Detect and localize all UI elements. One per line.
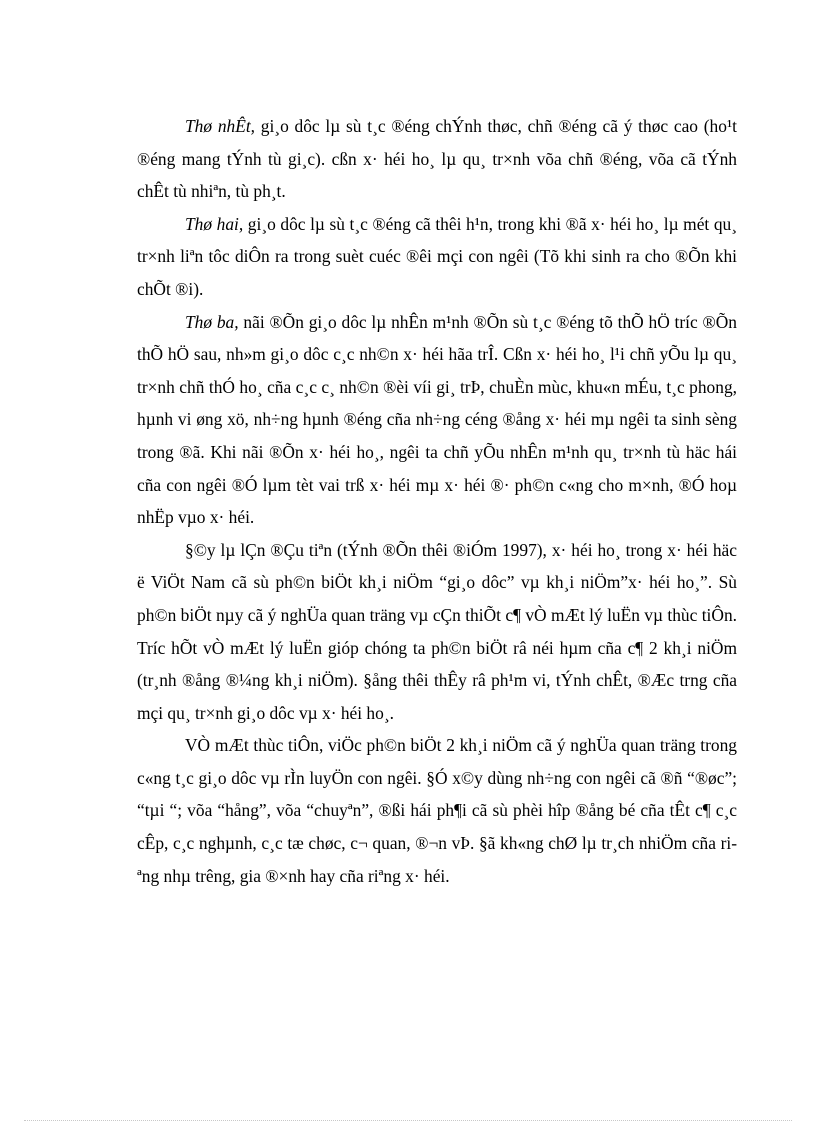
paragraph-5-text: VÒ mÆt thùc tiÔn, viÖc ph©n biÖt 2 kh¸i niÖm cã ý nghÜa quan träng trong c«ng t¸c gi¸o dôc vµ rÌn luyÖn con ngêi. §Ó x©y dùng nh÷ng con ngêi cã ®ñ “®øc”; “tµi “; võa “hång”, võa “chuyªn”, ®ßi hái ph¶i cã sù phèi hîp ®ång bé cña tÊt c¶ c¸c cÊp, c¸c nghµnh, c¸c tæ chøc, c¬ quan, ®¬n vÞ. §ã kh«ng chØ lµ tr¸ch nhiÖm cña riªng nhµ trêng, gia ®×nh hay cña riªng x· héi. <box>137 735 737 886</box>
paragraph-3-text: nãi ®Õn gi¸o dôc lµ nhÊn m¹nh ®Õn sù t¸c ®éng tõ thÕ hÖ tríc ®Õn thÕ hÖ sau, nh»m gi¸o dôc c¸c nh©n x· héi hãa trÎ. Cßn x· héi ho¸ l¹i chñ yÕu lµ qu¸ tr×nh chñ thÓ ho¸ cña c¸c c¸ nh©n ®èi víi gi¸ trÞ, chuÈn mùc, khu«n mÉu, t¸c phong, hµnh vi øng xö, nh÷ng hµnh ®éng cña nh÷ng céng ®ång x· héi mµ ngêi ta sinh sèng trong ®ã. Khi nãi ®Õn x· héi ho¸, ngêi ta chñ yÕu nhÊn m¹nh qu¸ tr×nh tù häc hái cña con ngêi ®Ó lµm tèt vai trß x· héi mµ x· héi ®· ph©n c«ng cho m×nh, ®Ó hoµ nhËp vµo x· héi. <box>137 311 737 528</box>
paragraph-4-text: §©y lµ lÇn ®Çu tiªn (tÝnh ®Õn thêi ®iÓm 1997), x· héi ho¸ trong x· héi häc ë ViÖt Nam cã sù ph©n biÖt kh¸i niÖm “gi¸o dôc” vµ kh¸i niÖm”x· héi ho¸”. Sù ph©n biÖt nµy cã ý nghÜa quan träng vµ cÇn thiÕt c¶ vÒ mÆt lý luËn vµ thùc tiÔn. Tríc hÕt vÒ mÆt lý luËn gióp chóng ta ph©n biÖt râ néi hµm cña c¶ 2 kh¸i niÖm (tr¸nh ®ång ®¼ng kh¸i niÖm). §ång thêi thÊy râ ph¹m vi, tÝnh chÊt, ®Æc trng cña mçi qu¸ tr×nh gi¸o dôc vµ x· héi ho¸. <box>137 539 737 723</box>
paragraph-2-text: gi¸o dôc lµ sù t¸c ®éng cã thêi h¹n, trong khi ®ã x· héi ho¸ lµ mét qu¸ tr×nh liªn tôc diÔn ra trong suèt cuéc ®êi mçi con ngêi (Tõ khi sinh ra cho ®Õn khi chÕt ®i). <box>137 213 738 299</box>
paragraph-5 <box>137 729 737 892</box>
paragraph-1 <box>137 110 737 208</box>
paragraph-1-text: gi¸o dôc lµ sù t¸c ®éng chÝnh thøc, chñ ®éng cã ý thøc cao (ho¹t ®éng mang tÝnh tù gi¸c). cßn x· héi ho¸ lµ qu¸ tr×nh võa chñ ®éng, võa cã tÝnh chÊt tù nhiªn, tù ph¸t. <box>137 116 737 202</box>
paragraph-4 <box>137 534 737 730</box>
paragraph-3-lead: Thø ba, <box>185 311 239 332</box>
paragraph-1-lead: Thø nhÊt, <box>185 116 256 136</box>
body-text <box>137 110 737 892</box>
paragraph-3 <box>137 306 737 534</box>
paragraph-2-lead: Thø hai, <box>185 213 244 234</box>
page-bottom-rule <box>24 1120 792 1121</box>
paragraph-2 <box>137 208 737 306</box>
